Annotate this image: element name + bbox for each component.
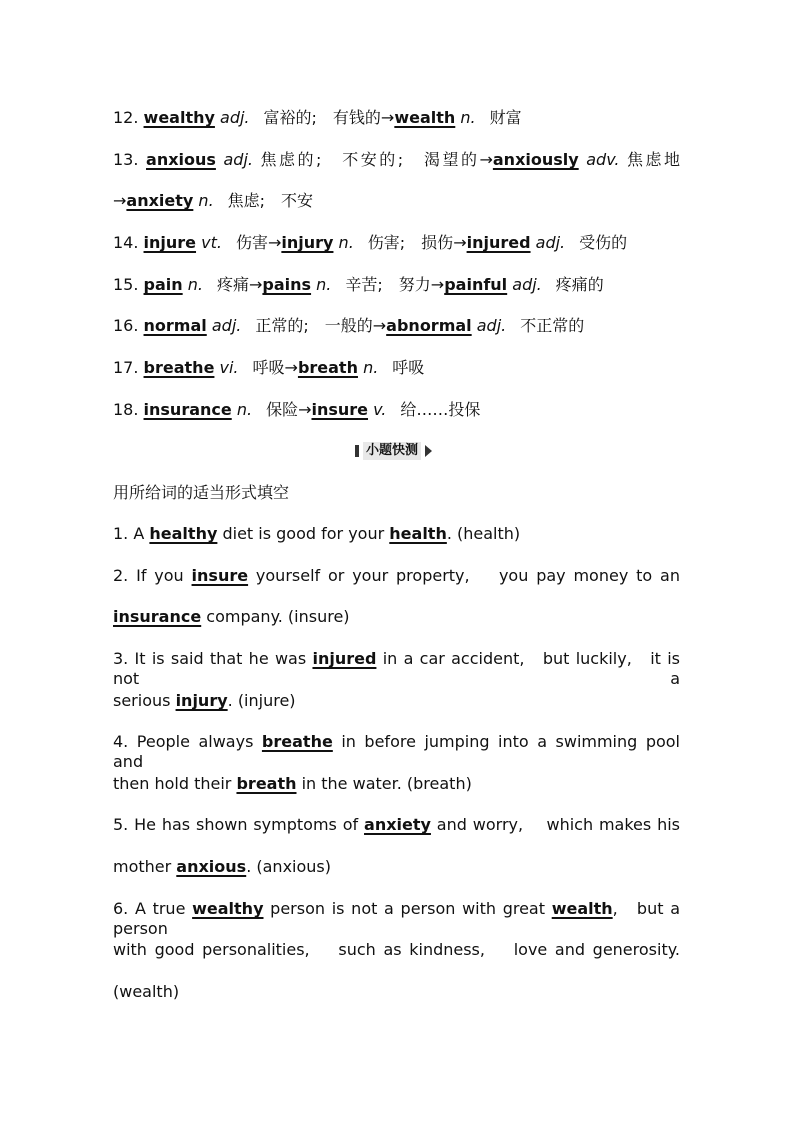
derived-word: wealth <box>394 108 456 127</box>
exercise-6-line-3: (wealth) <box>113 982 180 1001</box>
exercise-text: in before jumping into a swimming pool and <box>113 732 680 771</box>
chinese-meaning: 伤害; 损伤 <box>367 233 454 252</box>
part-of-speech: n. <box>236 400 253 419</box>
part-of-speech: adj. <box>211 316 242 335</box>
exercise-text: diet is good for your <box>217 524 390 543</box>
exercise-6-line-2: with good personalities, such as kindness, love and generosity. <box>113 940 680 959</box>
answer-word: anxious <box>176 857 247 876</box>
vocab-word: injure <box>143 233 197 252</box>
derived-word: pains <box>262 275 312 294</box>
item-number: 12. <box>113 108 144 127</box>
part-of-speech: adj. <box>512 275 542 294</box>
exercise-text: in a car accident, but luckily, it is not a <box>113 649 680 688</box>
exercise-text: . (injure) <box>227 691 296 710</box>
part-of-speech: vi. <box>219 358 239 377</box>
section-title <box>355 442 432 460</box>
instruction: 用所给词的适当形式填空 <box>113 483 290 502</box>
arrow-icon: → <box>284 358 298 377</box>
answer-word: breath <box>236 774 297 793</box>
chinese-meaning: 焦虑; 不安 <box>227 191 314 210</box>
part-of-speech: n. <box>187 275 203 294</box>
exercise-text: in the water. (breath) <box>296 774 472 793</box>
answer-word: injured <box>312 649 377 668</box>
vocab-item-17 <box>113 358 680 378</box>
exercise-2-line-1 <box>113 566 680 586</box>
answer-word: injury <box>175 691 228 710</box>
vocab-word: breathe <box>143 358 215 377</box>
exercise-text: company. (insure) <box>201 607 350 626</box>
exercise-4-line-2 <box>113 774 680 794</box>
chinese-meaning: 伤害 <box>235 233 268 252</box>
item-number: 14. <box>113 233 144 252</box>
exercise-text: 6. A true <box>113 899 193 918</box>
item-number: 15. <box>113 275 144 294</box>
vocab-item-13-cont <box>113 191 680 211</box>
chinese-meaning: 保险 <box>266 400 299 419</box>
chinese-meaning: 不正常的 <box>520 316 585 335</box>
chinese-meaning: 正常的; 一般的 <box>255 316 373 335</box>
exercise-text: 3. It is said that he was <box>113 649 313 668</box>
answer-word: wealth <box>551 899 613 918</box>
part-of-speech: n. <box>316 275 332 294</box>
exercise-2-line-2 <box>113 607 680 627</box>
exercise-text: yourself or your property, you pay money to an <box>248 566 680 585</box>
item-number: 17. <box>113 358 144 377</box>
vocab-item-18 <box>113 400 680 420</box>
exercise-text: then hold their <box>113 774 237 793</box>
arrow-icon: → <box>479 150 493 169</box>
part-of-speech: adj. <box>476 316 507 335</box>
exercise-text: 1. A <box>113 524 150 543</box>
chinese-meaning: 财富 <box>489 108 522 127</box>
derived-word: breath <box>297 358 358 377</box>
arrow-icon: → <box>453 233 467 252</box>
derived-word: injury <box>281 233 334 252</box>
vocab-word: wealthy <box>143 108 215 127</box>
derived-word: injured <box>466 233 531 252</box>
arrow-icon: → <box>267 233 282 252</box>
part-of-speech: n. <box>338 233 354 252</box>
exercise-text: serious <box>113 691 176 710</box>
arrow-icon: → <box>430 275 445 294</box>
arrow-icon: → <box>380 108 395 127</box>
bar-icon <box>355 445 359 457</box>
chinese-meaning: 焦虑的; 不安的; 渴望的 <box>260 150 480 169</box>
exercise-text: 4. People always <box>113 732 262 751</box>
item-number: 16. <box>113 316 144 335</box>
part-of-speech: adj. <box>535 233 566 252</box>
exercise-3-line-1 <box>113 649 680 689</box>
part-of-speech: adj. <box>220 108 250 127</box>
exercise-5-line-1 <box>113 815 680 835</box>
chinese-meaning: 呼吸 <box>252 358 285 377</box>
derived-word: anxiety <box>126 191 194 210</box>
part-of-speech: adv. <box>586 150 620 169</box>
answer-word: health <box>389 524 447 543</box>
chinese-meaning: 富裕的; 有钱的 <box>263 108 381 127</box>
vocab-word: anxious <box>146 150 216 169</box>
part-of-speech: n. <box>460 108 476 127</box>
chinese-meaning: 辛苦; 努力 <box>345 275 431 294</box>
arrow-icon: → <box>298 400 312 419</box>
answer-word: insurance <box>113 607 202 626</box>
derived-word: insure <box>311 400 369 419</box>
exercise-3-line-2 <box>113 691 680 711</box>
vocab-item-15 <box>113 275 680 295</box>
part-of-speech: vt. <box>201 233 222 252</box>
arrow-icon: → <box>249 275 263 294</box>
derived-word: painful <box>444 275 508 294</box>
vocab-item-16 <box>113 316 680 336</box>
chinese-meaning: 焦虑地 <box>627 150 680 169</box>
answer-word: healthy <box>149 524 218 543</box>
exercise-text: mother <box>113 857 177 876</box>
answer-word: anxiety <box>364 815 431 834</box>
answer-word: insure <box>191 566 249 585</box>
chinese-meaning: 疼痛 <box>216 275 249 294</box>
arrow-icon: → <box>113 191 127 210</box>
answer-word: wealthy <box>192 899 264 918</box>
item-number: 18. <box>113 400 144 419</box>
part-of-speech: n. <box>198 191 214 210</box>
part-of-speech: adj. <box>223 150 253 169</box>
section-title-text: 小题快测 <box>363 442 421 460</box>
derived-word: anxiously <box>492 150 579 169</box>
exercise-text: 2. If you <box>113 566 192 585</box>
exercise-text: , but a person <box>113 899 680 938</box>
vocab-item-14 <box>113 233 680 253</box>
part-of-speech: v. <box>373 400 387 419</box>
vocab-word: pain <box>143 275 183 294</box>
chinese-meaning: 呼吸 <box>392 358 425 377</box>
exercise-4-line-1 <box>113 732 680 772</box>
derived-word: abnormal <box>386 316 472 335</box>
exercise-1 <box>113 524 680 544</box>
vocab-word: normal <box>143 316 207 335</box>
triangle-icon <box>425 445 432 457</box>
item-number: 13. <box>113 150 147 169</box>
vocab-word: insurance <box>143 400 232 419</box>
exercise-5-line-2 <box>113 857 680 877</box>
chinese-meaning: 疼痛的 <box>555 275 604 294</box>
exercise-text: and worry, which makes his <box>430 815 680 834</box>
exercise-text: person is not a person with great <box>263 899 552 918</box>
vocab-item-12 <box>113 108 680 128</box>
part-of-speech: n. <box>363 358 379 377</box>
exercise-6-line-1 <box>113 899 680 939</box>
vocab-item-13 <box>113 150 680 170</box>
answer-word: breathe <box>261 732 333 751</box>
exercise-text: . (health) <box>446 524 521 543</box>
chinese-meaning: 受伤的 <box>579 233 628 252</box>
arrow-icon: → <box>372 316 387 335</box>
exercise-text: 5. He has shown symptoms of <box>113 815 365 834</box>
exercise-text: . (anxious) <box>246 857 331 876</box>
chinese-meaning: 给……投保 <box>400 400 481 419</box>
